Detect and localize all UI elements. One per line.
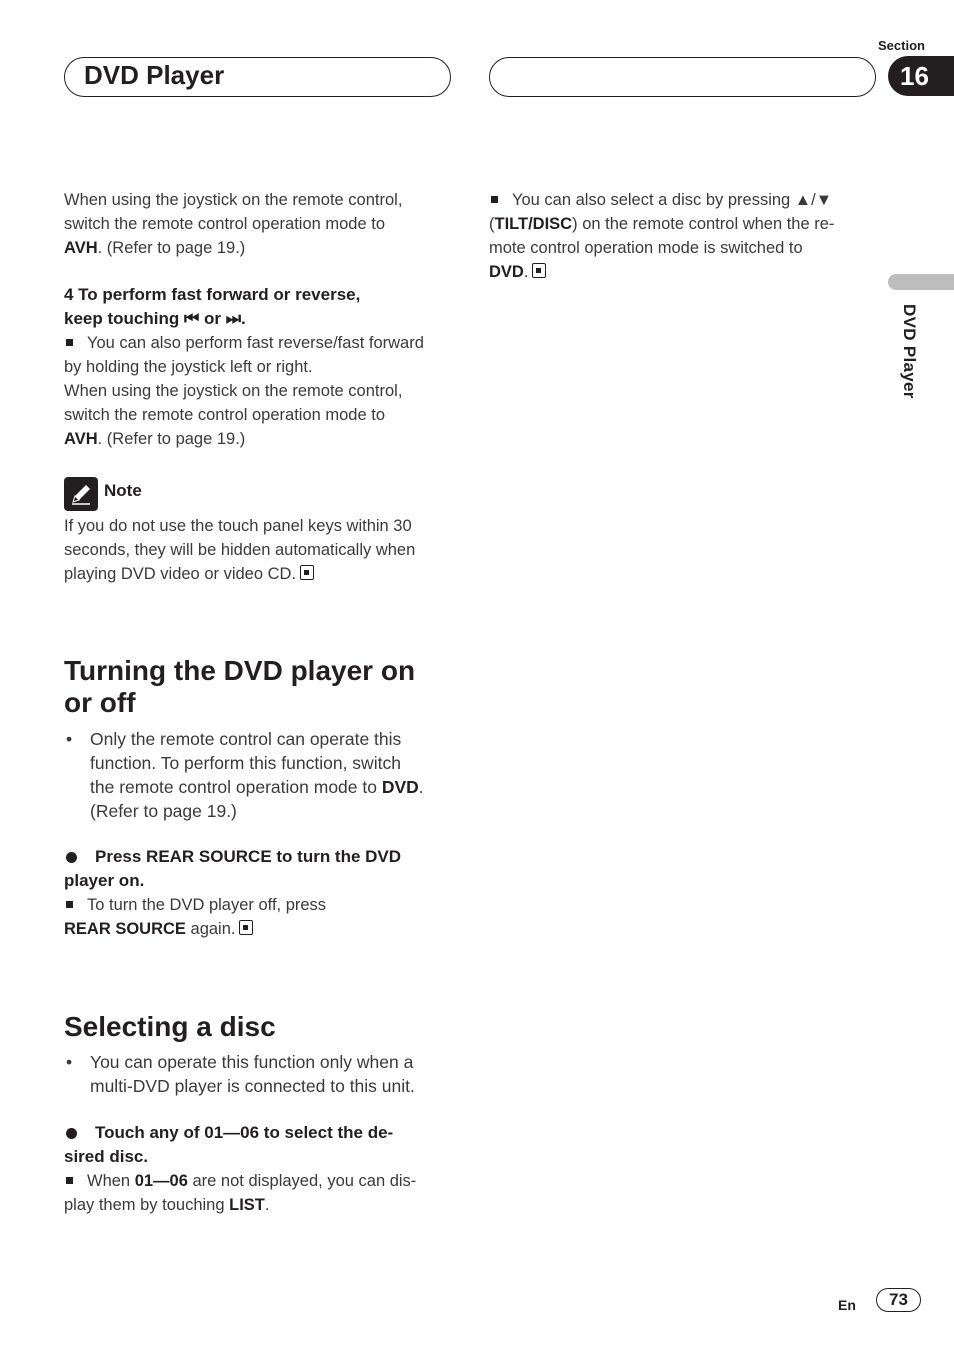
section-label: Section [878,38,925,53]
side-tab-bar [888,274,954,290]
square-bullet-icon [66,901,73,908]
selecting-bullet: • You can operate this function only when a multi-DVD player is connected to this unit. [66,1052,415,1096]
square-bullet-icon [491,196,498,203]
square-bullet-icon [66,339,73,346]
intro-paragraph: When using the joystick on the remote control, switch the remote control operation mode to AVH. (Refer to page 19.) [64,191,403,257]
heading-selecting-disc: Selecting a disc [64,1011,276,1042]
page-title: DVD Player [84,60,225,90]
step-dot-icon [66,1128,77,1139]
step-4-title-line1: 4 To perform fast forward or reverse, [64,285,361,304]
right-paragraph: You can also select a disc by pressing ▲/▼ (TILT/DISC) on the remote control when the re- mote control operation mode is switched to DVD. [489,191,835,281]
note-label: Note [104,481,142,500]
end-mark-icon [532,263,546,278]
heading-turning-on-off: Turning the DVD player on or off [64,655,416,718]
note-pencil-icon [64,477,98,511]
header-right-pill [489,57,876,97]
footer-language: En [838,1297,856,1313]
selecting-step: Touch any of 01—06 to select the de- sired disc. When 01—06 are not displayed, you can dis- play them by touching LIST. [64,1123,417,1214]
page-number: 73 [876,1288,921,1312]
turning-bullet: • Only the remote control can operate this function. To perform this function, switch the remote control operation mode to DVD. (Refer to page 19.) [66,729,424,821]
step-4: 4 To perform fast forward or reverse, keep touching ⏮ or ⏭. You can also perform fast reverse/fast forward by holding the joystick left or right. When using the joystick on the remote control, switch the remote control operation mode to AVH. (Refer to page 19.) [64,283,459,451]
section-number: 16 [888,56,954,96]
end-mark-icon [300,565,314,580]
note-text: If you do not use the touch panel keys within 30 seconds, they will be hidden automatically when playing DVD video or video CD. [64,517,416,583]
side-tab-label: DVD Player [900,304,919,399]
step-4-title-line2: keep touching ⏮ or ⏭. [64,309,246,328]
step-dot-icon [66,852,77,863]
square-bullet-icon [66,1177,73,1184]
turning-step: Press REAR SOURCE to turn the DVD player on. To turn the DVD player off, press REAR SOURCE again. [64,847,402,938]
end-mark-icon [239,920,253,935]
